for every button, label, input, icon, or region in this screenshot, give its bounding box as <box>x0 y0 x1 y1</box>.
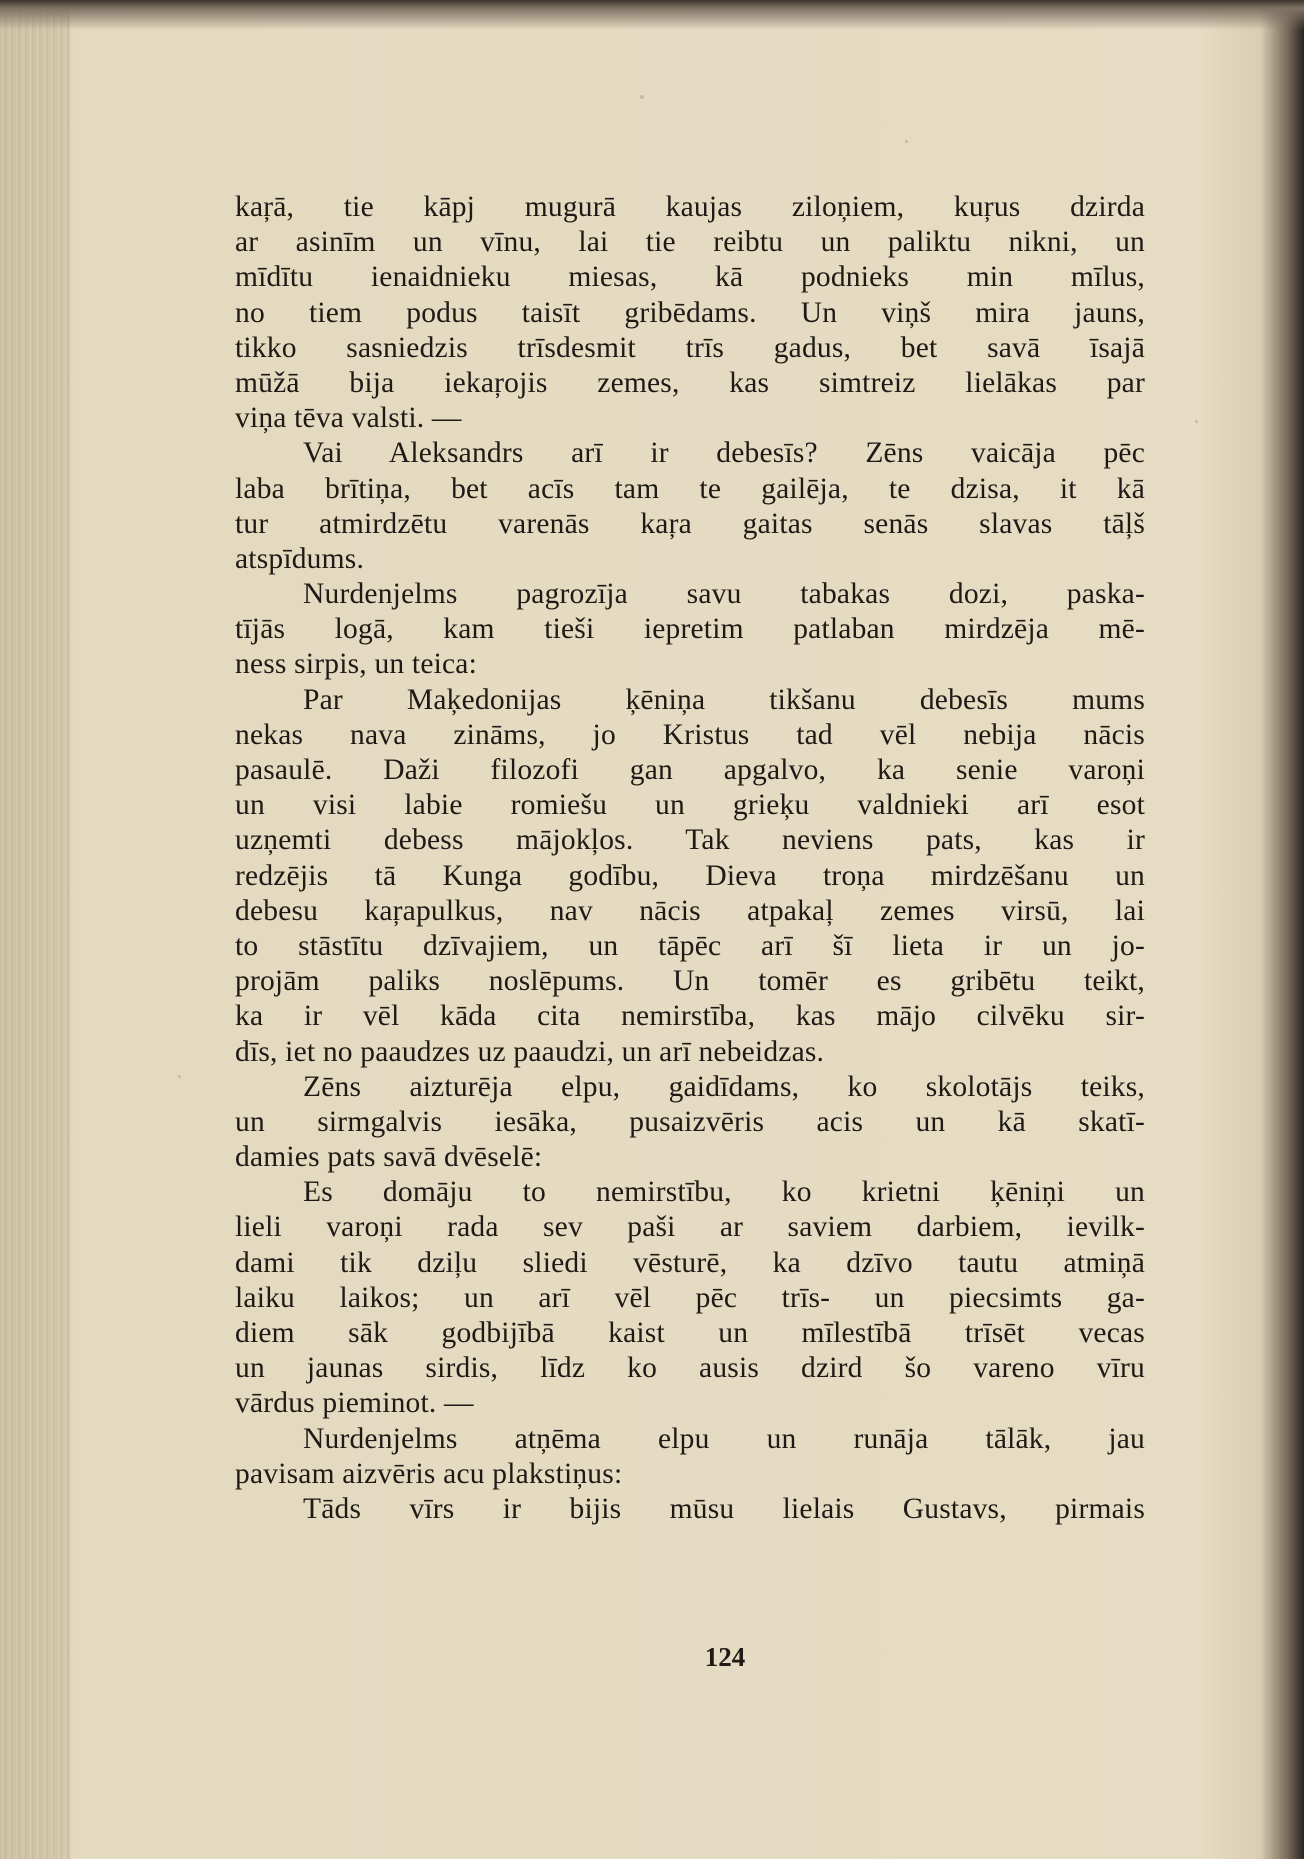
text-line: un visi labie romiešu un grieķu valdnieki arī esot <box>235 789 1145 822</box>
text-line: tikko sasniedzis trīsdesmit trīs gadus, bet savā īsajā <box>235 331 1145 364</box>
text-line: Zēns aizturēja elpu, gaidīdams, ko skolotājs teiks, <box>303 1070 1145 1103</box>
text-line: mūžā bija iekaŗojis zemes, kas simtreiz lielākas par <box>235 366 1145 399</box>
text-line: kaŗā, tie kāpj mugurā kaujas ziloņiem, kuŗus dzirda <box>235 191 1145 223</box>
text-line: ar asinīm un vīnu, lai tie reibtu un paliktu nikni, un <box>235 226 1145 259</box>
text-line: atspīdums. <box>235 542 365 575</box>
paper-spot <box>178 1075 181 1078</box>
text-line: lieli varoņi rada sev paši ar saviem darbiem, ievilk- <box>235 1211 1145 1244</box>
text-line: Nurdenjelms atņēma elpu un runāja tālāk, jau <box>303 1422 1145 1455</box>
text-line: viņa tēva valsti. — <box>235 402 462 435</box>
text-line: nekas nava zināms, jo Kristus tad vēl nebija nācis <box>235 718 1145 751</box>
paper-spot <box>905 140 908 143</box>
text-line: ness sirpis, un teica: <box>235 648 477 681</box>
page-number: 124 <box>704 1642 746 1672</box>
text-line: pavisam aizvēris acu plakstiņus: <box>235 1457 623 1490</box>
paper-spot <box>1195 420 1198 423</box>
text-line: tur atmirdzētu varenās kaŗa gaitas senās slavas tāļš <box>235 507 1145 540</box>
text-line: un jaunas sirdis, līdz ko ausis dzird šo vareno vīru <box>235 1352 1145 1385</box>
text-line: laiku laikos; un arī vēl pēc trīs- un piecsimts ga- <box>235 1281 1145 1314</box>
text-line: Nurdenjelms pagrozīja savu tabakas dozi, paska- <box>303 578 1145 611</box>
text-line: uzņemti debess mājokļos. Tak neviens pats, kas ir <box>235 824 1145 857</box>
text-line: dami tik dziļu sliedi vēsturē, ka dzīvo tautu atmiņā <box>235 1246 1145 1279</box>
text-line: Es domāju to nemirstību, ko krietni ķēniņi un <box>303 1176 1145 1209</box>
text-line: un sirmgalvis iesāka, pusaizvēris acis un kā skatī- <box>235 1105 1145 1138</box>
text-line: vārdus pieminot. — <box>235 1387 474 1420</box>
text-line: dīs, iet no paaudzes uz paaudzi, un arī nebeidzas. <box>235 1035 825 1068</box>
text-line: damies pats savā dvēselē: <box>235 1141 543 1174</box>
text-line: Tāds vīrs ir bijis mūsu lielais Gustavs, pirmais <box>303 1492 1145 1525</box>
page-stack-edge <box>0 0 70 1859</box>
text-line: ka ir vēl kāda cita nemirstība, kas mājo cilvēku sir- <box>235 1000 1145 1033</box>
paper-spot <box>640 95 644 99</box>
text-line: tījās logā, kam tieši iepretim patlaban mirdzēja mē- <box>235 613 1145 646</box>
text-line: no tiem podus taisīt gribēdams. Un viņš mira jauns, <box>235 296 1145 329</box>
text-line: redzējis tā Kunga godību, Dieva troņa mirdzēšanu un <box>235 859 1145 892</box>
text-line: pasaulē. Daži filozofi gan apgalvo, ka senie varoņi <box>235 754 1145 786</box>
text-line: Vai Aleksandrs arī ir debesīs? Zēns vaicāja pēc <box>303 437 1145 470</box>
text-line: mīdītu ienaidnieku miesas, kā podnieks min mīlus, <box>235 261 1145 294</box>
text-line: to stāstītu dzīvajiem, un tāpēc arī šī lieta ir un jo- <box>235 929 1145 962</box>
text-line: Par Maķedonijas ķēniņa tikšanu debesīs mums <box>303 683 1145 716</box>
text-line: diem sāk godbijībā kaist un mīlestībā trīsēt vecas <box>235 1317 1145 1349</box>
text-line: debesu kaŗapulkus, nav nācis atpakaļ zemes virsū, lai <box>235 894 1145 927</box>
text-line: laba brītiņa, bet acīs tam te gailēja, te dzisa, it kā <box>235 472 1145 505</box>
body-text <box>235 190 1145 1527</box>
text-line: projām paliks noslēpums. Un tomēr es gribētu teikt, <box>235 965 1145 998</box>
top-edge-shadow <box>0 0 1304 30</box>
